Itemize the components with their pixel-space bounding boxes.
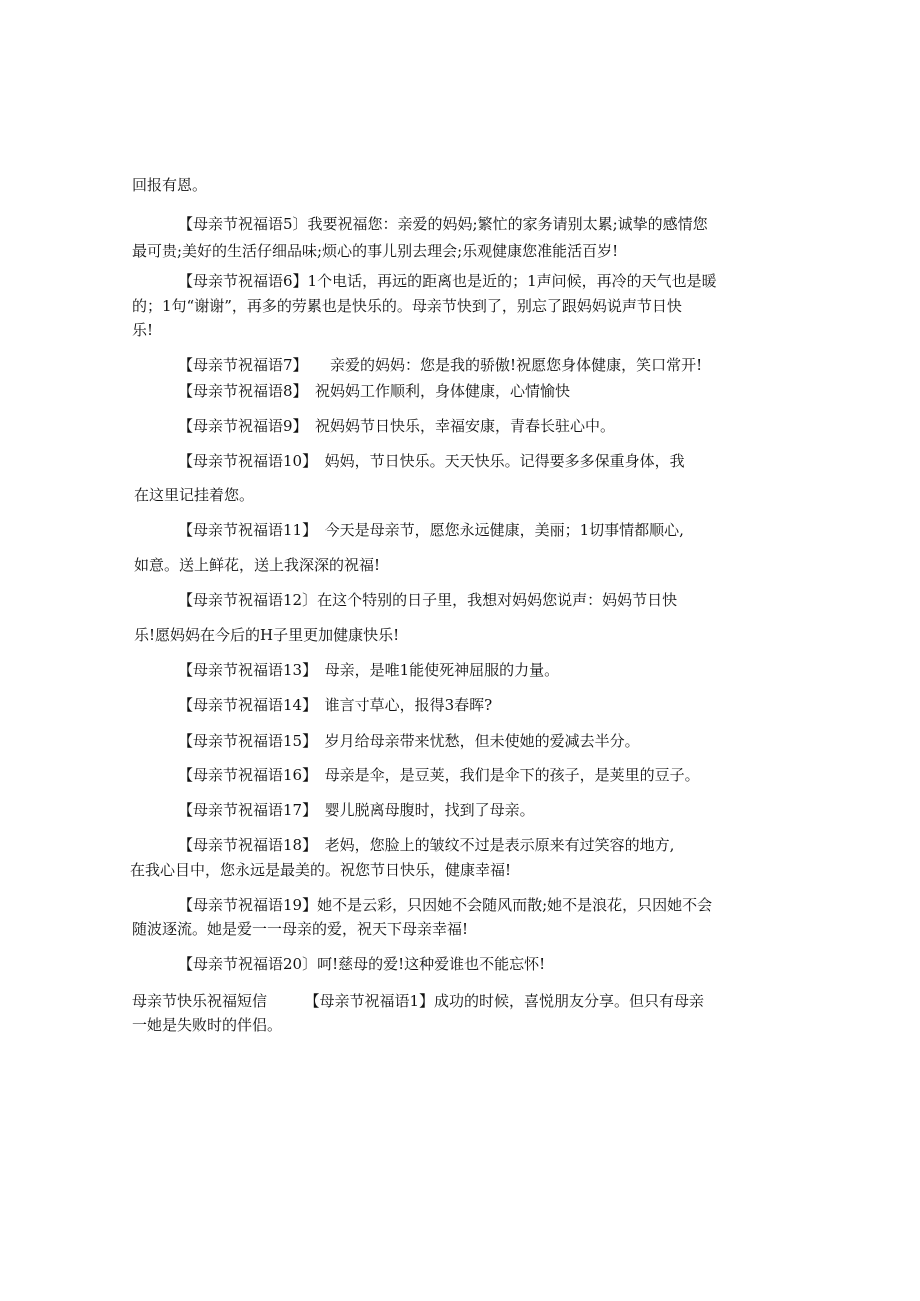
text-line: 乐!愿妈妈在今后的H子里更加健康快乐! bbox=[134, 626, 400, 644]
text-line: 一她是失败时的伴侣。 bbox=[132, 1016, 283, 1034]
text-line: 【母亲节祝福语16】 母亲是伞，是豆荚，我们是伞下的孩子，是荚里的豆子。 bbox=[178, 766, 700, 784]
text-line: 【母亲节祝福语11】 今天是母亲节，愿您永远健康，美丽；1切事情都顺心, bbox=[178, 521, 684, 539]
text-line: 随波逐流。她是爱一一母亲的爱，祝天下母亲幸福! bbox=[132, 920, 469, 938]
text-line: 在我心目中，您永远是最美的。祝您节日快乐，健康幸福! bbox=[130, 861, 512, 879]
text-line: 【母亲节祝福语18】 老妈，您脸上的皱纹不过是表示原来有过笑容的地方, bbox=[178, 836, 675, 854]
text-line: 【母亲节祝福语5〕我要祝福您：亲爱的妈妈;繁忙的家务请别太累;诚挚的感情您 bbox=[178, 215, 708, 233]
text-line: 【母亲节祝福语9】 祝妈妈节日快乐，幸福安康，青春长驻心中。 bbox=[178, 417, 616, 435]
text-line: 【母亲节祝福语12〕在这个特别的日子里，我想对妈妈您说声：妈妈节日快 bbox=[178, 591, 678, 609]
text-line: 【母亲节祝福语10】 妈妈，节日快乐。天天快乐。记得要多多保重身体，我 bbox=[178, 452, 685, 470]
text-line: 母亲节快乐祝福短信 【母亲节祝福语1】成功的时候，喜悦朋友分享。但只有母亲 bbox=[132, 992, 705, 1010]
text-line: 如意。送上鲜花，送上我深深的祝福! bbox=[134, 556, 381, 574]
text-line: 【母亲节祝福语6】1个电话，再远的距离也是近的；1声问候，再冷的天气也是暖 bbox=[178, 272, 717, 290]
text-line: 在这里记挂着您。 bbox=[134, 486, 255, 504]
text-line: 【母亲节祝福语14】 谁言寸草心，报得3春晖? bbox=[178, 696, 493, 714]
text-line: 最可贵;美好的生活仔细品味;烦心的事儿别去理会;乐观健康您准能活百岁! bbox=[132, 242, 619, 260]
text-line: 【母亲节祝福语7】 亲爱的妈妈：您是我的骄傲!祝愿您身体健康，笑口常开! bbox=[178, 356, 703, 374]
text-line: 【母亲节祝福语15】 岁月给母亲带来忧愁，但未使她的爱减去半分。 bbox=[178, 732, 640, 750]
text-line: 【母亲节祝福语20〕呵!慈母的爱!这种爱谁也不能忘怀! bbox=[178, 955, 546, 973]
text-line: 【母亲节祝福语13】 母亲，是唯1能使死神屈服的力量。 bbox=[178, 661, 560, 679]
text-line: 【母亲节祝福语17】 婴儿脱离母腹时，找到了母亲。 bbox=[178, 801, 535, 819]
text-line: 【母亲节祝福语19】她不是云彩，只因她不会随风而散;她不是浪花，只因她不会 bbox=[178, 896, 713, 914]
text-line: 的；1句“谢谢”，再多的劳累也是快乐的。母亲节快到了，别忘了跟妈妈说声节日快 bbox=[132, 297, 682, 315]
text-line: 乐! bbox=[132, 321, 154, 339]
text-line: 回报有恩。 bbox=[132, 176, 208, 194]
text-line: 【母亲节祝福语8】 祝妈妈工作顺利，身体健康，心情愉快 bbox=[178, 382, 571, 400]
